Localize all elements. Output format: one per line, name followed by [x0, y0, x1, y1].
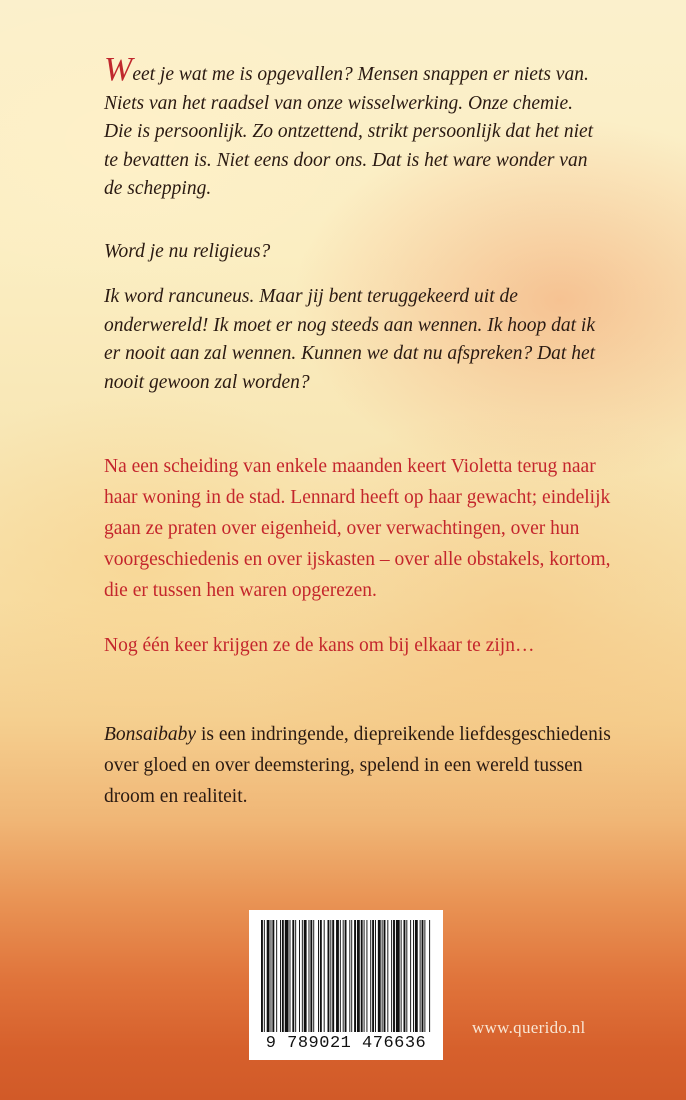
- barcode-bar: [351, 920, 352, 1032]
- barcode-bar: [393, 920, 395, 1032]
- barcode-bar: [328, 920, 330, 1032]
- synopsis-paragraph-2: Nog één keer krijgen ze de kans om bij elkaar te zijn…: [104, 635, 535, 656]
- barcode-bar: [295, 920, 296, 1032]
- barcode-bar: [272, 920, 274, 1032]
- barcode-bar: [413, 920, 414, 1032]
- blurb-paragraph: [104, 719, 624, 812]
- barcode-bar: [313, 920, 314, 1032]
- isbn-number: 9 789021 476636: [265, 1034, 427, 1053]
- barcode-bar: [424, 920, 425, 1032]
- barcode-bar: [267, 920, 270, 1032]
- barcode-bar: [366, 920, 367, 1032]
- barcode-bar: [280, 920, 281, 1032]
- barcode-bar: [304, 920, 307, 1032]
- barcode-bar: [364, 920, 365, 1032]
- barcode-bar: [378, 920, 381, 1032]
- barcode-bar: [375, 920, 376, 1032]
- barcode-bar: [372, 920, 374, 1032]
- barcode-bar: [415, 920, 418, 1032]
- barcode-bar: [349, 920, 350, 1032]
- quote-paragraph-1: [104, 51, 604, 204]
- barcode-bar: [384, 920, 386, 1032]
- barcode-bar: [422, 920, 424, 1032]
- barcode-bar: [429, 920, 430, 1032]
- barcode-bar: [271, 920, 272, 1032]
- barcode-bar: [261, 920, 263, 1032]
- barcode-bar: [309, 920, 310, 1032]
- barcode-bar: [282, 920, 284, 1032]
- barcode-bar: [336, 920, 339, 1032]
- barcode-bar: [318, 920, 319, 1032]
- barcode-bar: [276, 920, 277, 1032]
- barcode-bar: [382, 920, 383, 1032]
- barcode-bar: [320, 920, 322, 1032]
- barcode-bar: [332, 920, 334, 1032]
- quote-paragraph-1-text: eet je wat me is opgevallen? Mensen snappen er niets van. Niets van het raadsel van onze wisselwerking. Onze chemie. Die is persoonlijk. Zo ontzettend, strikt persoonlijk dat het niet te bevatten is. Niet eens door ons. Dat is het ware wonder van de schepping.: [104, 64, 594, 199]
- barcode-bar: [290, 920, 291, 1032]
- barcode-bar: [292, 920, 294, 1032]
- book-title: Bonsaibaby: [104, 724, 197, 745]
- quote-paragraph-3: Ik word rancuneus. Maar jij bent teruggekeerd uit de onderwereld! Ik moet er nog steeds aan wennen. Ik hoop dat ik er nooit aan zal wennen. Kunnen we dat nu afspreken? Dat het nooit gewoon zal worden?: [104, 286, 596, 393]
- quote-paragraph-2: Word je nu religieus?: [104, 241, 271, 262]
- isbn-barcode: [249, 910, 443, 1060]
- barcode-bar: [324, 920, 325, 1032]
- barcode-bar: [401, 920, 402, 1032]
- synopsis-paragraph-1: Na een scheiding van enkele maanden keert Violetta terug naar haar woning in de stad. Lennard heeft op haar gewacht; eindelijk gaan ze praten over eigenheid, over verwachtingen, over hun voorgeschiedenis en over ijskasten – over alle obstakels, kortom, die er tussen hen waren opgerezen.: [104, 456, 611, 601]
- drop-cap: W: [104, 51, 133, 88]
- barcode-bar: [361, 920, 363, 1032]
- barcode-bar: [310, 920, 312, 1032]
- barcode-bar: [387, 920, 388, 1032]
- barcode-bar: [285, 920, 289, 1032]
- barcode-bar: [330, 920, 331, 1032]
- barcode-bar: [354, 920, 356, 1032]
- barcode-bar: [410, 920, 411, 1032]
- barcode-bar: [406, 920, 407, 1032]
- barcode-bar: [302, 920, 303, 1032]
- barcode-bar: [396, 920, 400, 1032]
- barcode-bar: [345, 920, 347, 1032]
- barcode-bar: [343, 920, 344, 1032]
- barcode-bar: [391, 920, 392, 1032]
- barcode-bar: [340, 920, 341, 1032]
- barcode-bar: [357, 920, 360, 1032]
- barcode-bar: [370, 920, 371, 1032]
- barcode-bar: [404, 920, 406, 1032]
- barcode-bars: [259, 920, 433, 1032]
- barcode-bar: [299, 920, 300, 1032]
- blurb-text: is een indringende, diepreikende liefdesgeschiedenis over gloed en over deemstering, spelend in een wereld tussen droom en realiteit.: [104, 724, 611, 807]
- barcode-bar: [264, 920, 265, 1032]
- barcode-bar: [420, 920, 421, 1032]
- publisher-website: www.querido.nl: [472, 1018, 586, 1037]
